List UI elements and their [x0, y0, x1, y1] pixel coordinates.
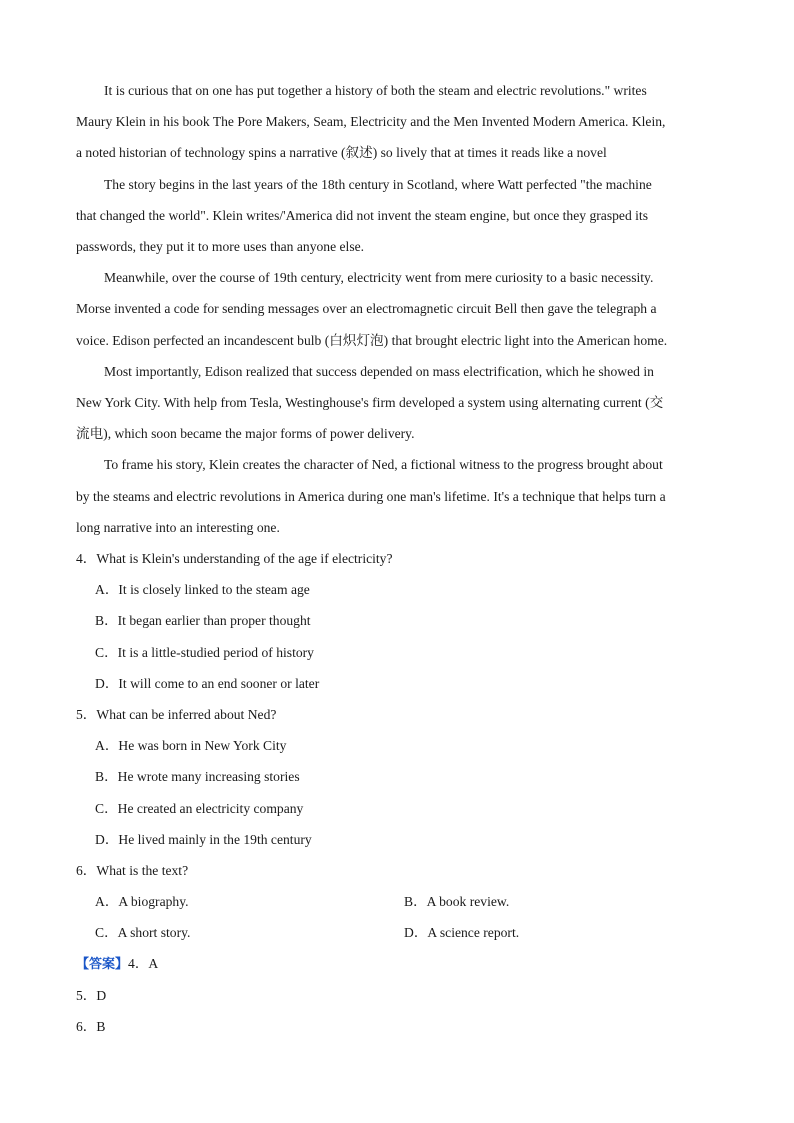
- question-5: [76, 699, 716, 855]
- paragraph-5: [76, 449, 716, 543]
- passage-line: Maury Klein in his book The Pore Makers, Seam, Electricity and the Men Invented Modern America. Klein,: [76, 114, 666, 130]
- document-page: [76, 75, 716, 1042]
- reading-passage: [76, 75, 716, 543]
- answer-label: 【答案】: [76, 957, 129, 973]
- question-stem: 6．What is the text?: [76, 862, 189, 878]
- answer-item: 4．A: [128, 956, 159, 972]
- question-6: [76, 855, 716, 949]
- answer-option-b: B．He wrote many increasing stories: [95, 769, 300, 785]
- answer-option-d: D．A science report.: [404, 925, 520, 941]
- question-4: [76, 543, 716, 699]
- question-stem: 4．What is Klein's understanding of the age if electricity?: [76, 551, 393, 567]
- passage-line: voice. Edison perfected an incandescent bulb (白炽灯泡) that brought electric light into the American home.: [76, 332, 668, 348]
- answer-option-row: [76, 917, 716, 948]
- answer-key: [76, 948, 716, 1042]
- passage-line: that changed the world". Klein writes/'America did not invent the steam engine, but once they grasped its: [76, 207, 648, 223]
- answer-option-row: [76, 886, 716, 917]
- passage-line: Morse invented a code for sending messages over an electromagnetic circuit Bell then gave the telegraph a: [76, 301, 657, 317]
- answer-option-b: B．It began earlier than proper thought: [95, 613, 311, 629]
- paragraph-2: [76, 169, 716, 263]
- paragraph-1: [76, 75, 716, 169]
- passage-line: 流电), which soon became the major forms of power delivery.: [76, 426, 415, 442]
- passage-line: The story begins in the last years of the 18th century in Scotland, where Watt perfected "the machine: [104, 176, 652, 192]
- passage-line: by the steams and electric revolutions in America during one man's lifetime. It's a technique that helps turn a: [76, 488, 666, 504]
- answer-option-b: B．A book review.: [404, 894, 510, 910]
- passage-line: a noted historian of technology spins a narrative (叙述) so lively that at times it reads like a novel: [76, 145, 607, 161]
- answer-key-first: [76, 948, 716, 979]
- paragraph-4: [76, 356, 716, 450]
- answer-option-c: C．He created an electricity company: [95, 800, 304, 816]
- answer-option-d: D．He lived mainly in the 19th century: [95, 831, 312, 847]
- answer-item: 5．D: [76, 987, 107, 1003]
- answer-option-d: D．It will come to an end sooner or later: [95, 675, 320, 691]
- answer-option-a: A．He was born in New York City: [95, 738, 287, 754]
- paragraph-3: [76, 262, 716, 356]
- answer-option-a: A．A biography.: [95, 894, 189, 910]
- passage-line: To frame his story, Klein creates the character of Ned, a fictional witness to the progress brought about: [104, 457, 663, 473]
- answer-option-a: A．It is closely linked to the steam age: [95, 582, 310, 598]
- passage-line: passwords, they put it to more uses than anyone else.: [76, 239, 365, 255]
- passage-line: long narrative into an interesting one.: [76, 519, 280, 535]
- question-stem: 5．What can be inferred about Ned?: [76, 706, 277, 722]
- passage-line: Most importantly, Edison realized that success depended on mass electrification, which he showed in: [104, 363, 654, 379]
- passage-line: New York City. With help from Tesla, Westinghouse's firm developed a system using alternating current (交: [76, 395, 664, 411]
- answer-option-c: C．It is a little-studied period of history: [95, 644, 314, 660]
- passage-line: It is curious that on one has put together a history of both the steam and electric revolutions." writes: [104, 83, 647, 98]
- answer-item: 6．B: [76, 1018, 106, 1034]
- answer-option-c: C．A short story.: [95, 925, 191, 941]
- passage-line: Meanwhile, over the course of 19th century, electricity went from mere curiosity to a basic necessity.: [104, 270, 654, 286]
